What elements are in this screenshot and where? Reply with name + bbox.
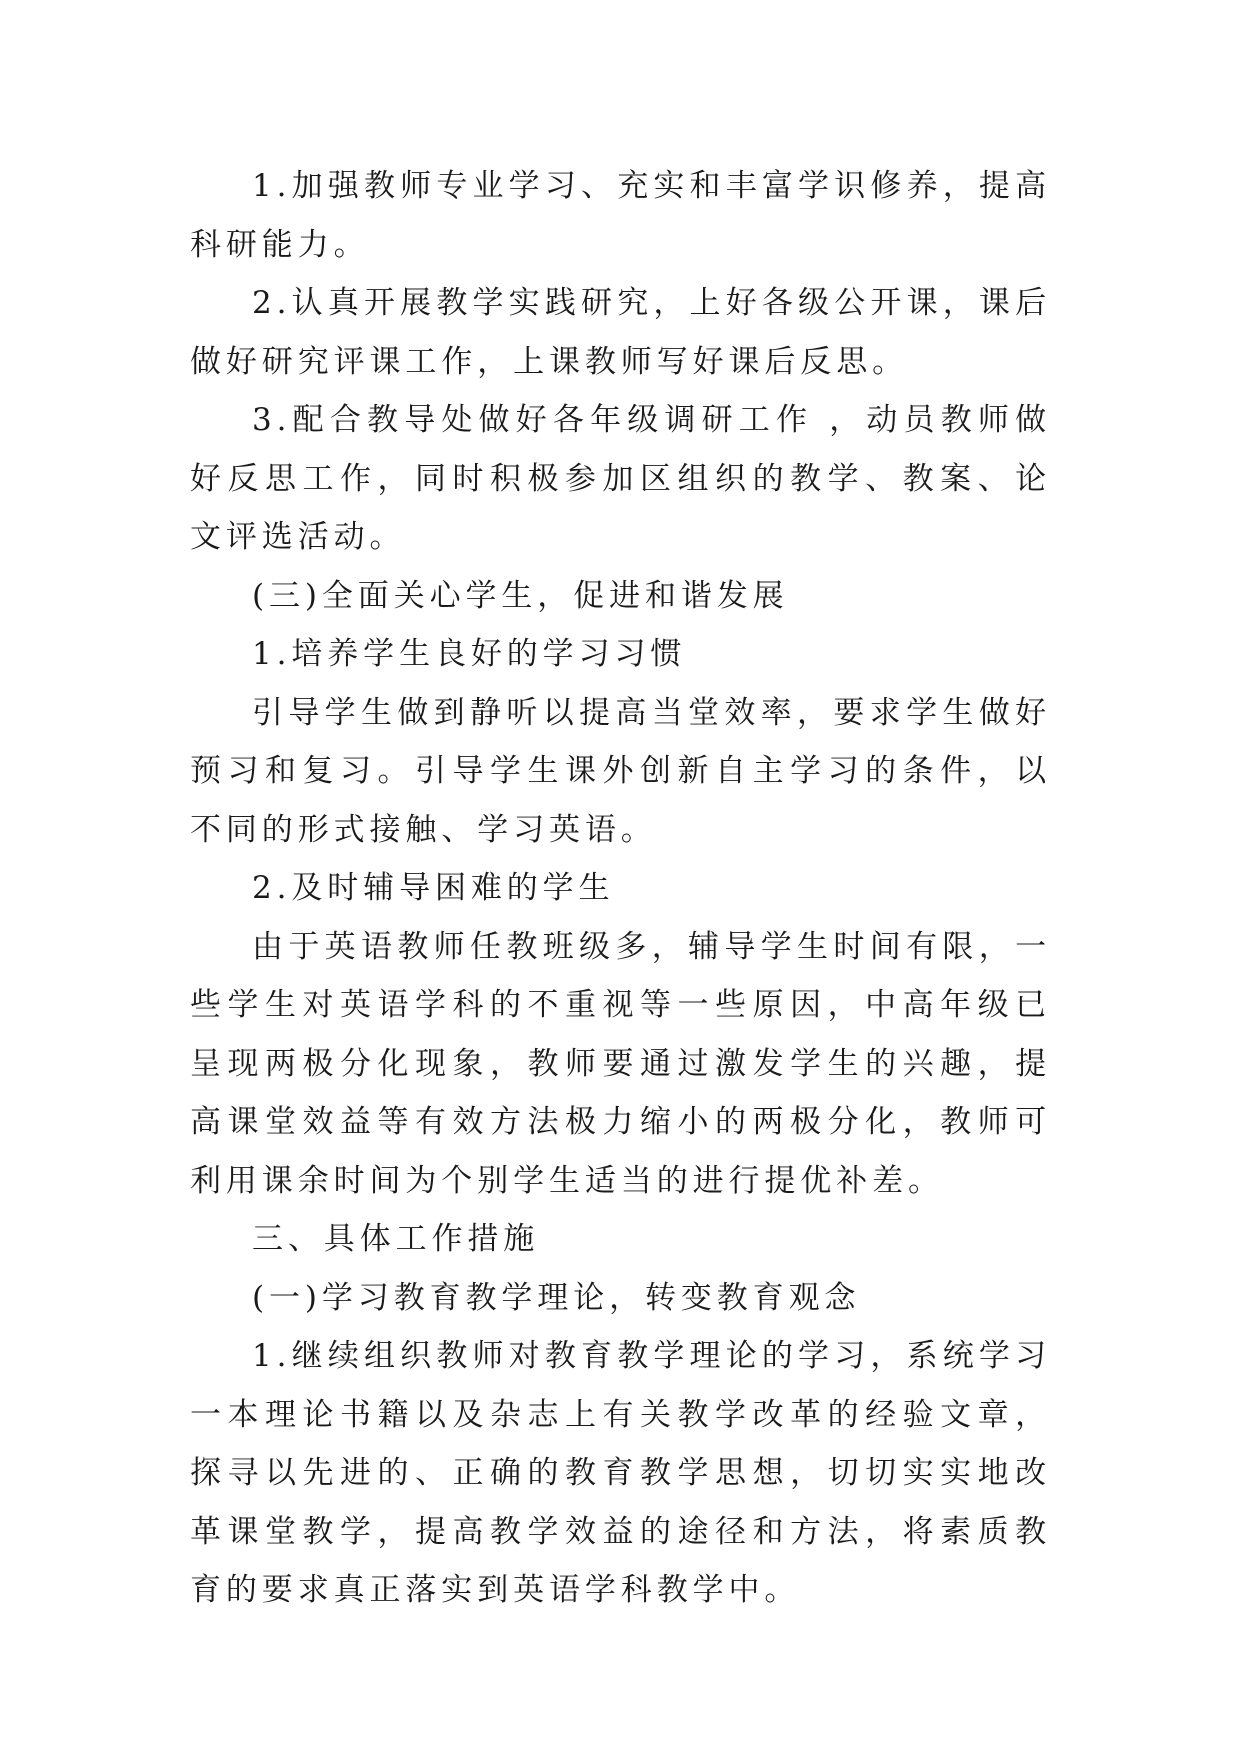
paragraph-item-1-1: 1.加强教师专业学习、充实和丰富学识修养，提高科研能力。 [190,168,1051,263]
paragraph-item-1-2: 2.认真开展教学实践研究，上好各级公开课，课后做好研究评课工作，上课教师写好课后反思。 [190,285,1051,380]
subheading-tutoring: 2.及时辅导困难的学生 [252,870,615,906]
document-body [190,157,1051,1620]
paragraph-study-habits: 引导学生做到静听以提高当堂效率，要求学生做好预习和复习。引导学生课外创新自主学习的条件，以不同的形式接触、学习英语。 [190,694,1051,848]
section-heading-theory: (一)学习教育教学理论，转变教育观念 [252,1279,861,1316]
paragraph-tutoring: 由于英语教师任教班级多，辅导学生时间有限，一些学生对英语学科的不重视等一些原因，中高年级已呈现两极分化现象，教师要通过激发学生的兴趣，提高课堂效益等有效方法极力缩小的两极分化，教师可利用课余时间为个别学生适当的进行提优补差。 [190,928,1051,1199]
subheading-study-habits: 1.培养学生良好的学习习惯 [252,636,687,672]
paragraph-item-1-3: 3.配合教导处做好各年级调研工作 ，动员教师做好反思工作，同时积极参加区组织的教学、教案、论文评选活动。 [190,402,1051,555]
section-heading-measures: 三、具体工作措施 [252,1221,540,1257]
paragraph-theory-study: 1.继续组织教师对教育教学理论的学习，系统学习一本理论书籍以及杂志上有关教学改革的经验文章，探寻以先进的、正确的教育教学思想，切切实实地改革课堂教学，提高教学效益的途径和方法，将素质教育的要求真正落实到英语学科教学中。 [190,1338,1051,1608]
section-heading-3: (三)全面关心学生，促进和谐发展 [252,577,789,614]
